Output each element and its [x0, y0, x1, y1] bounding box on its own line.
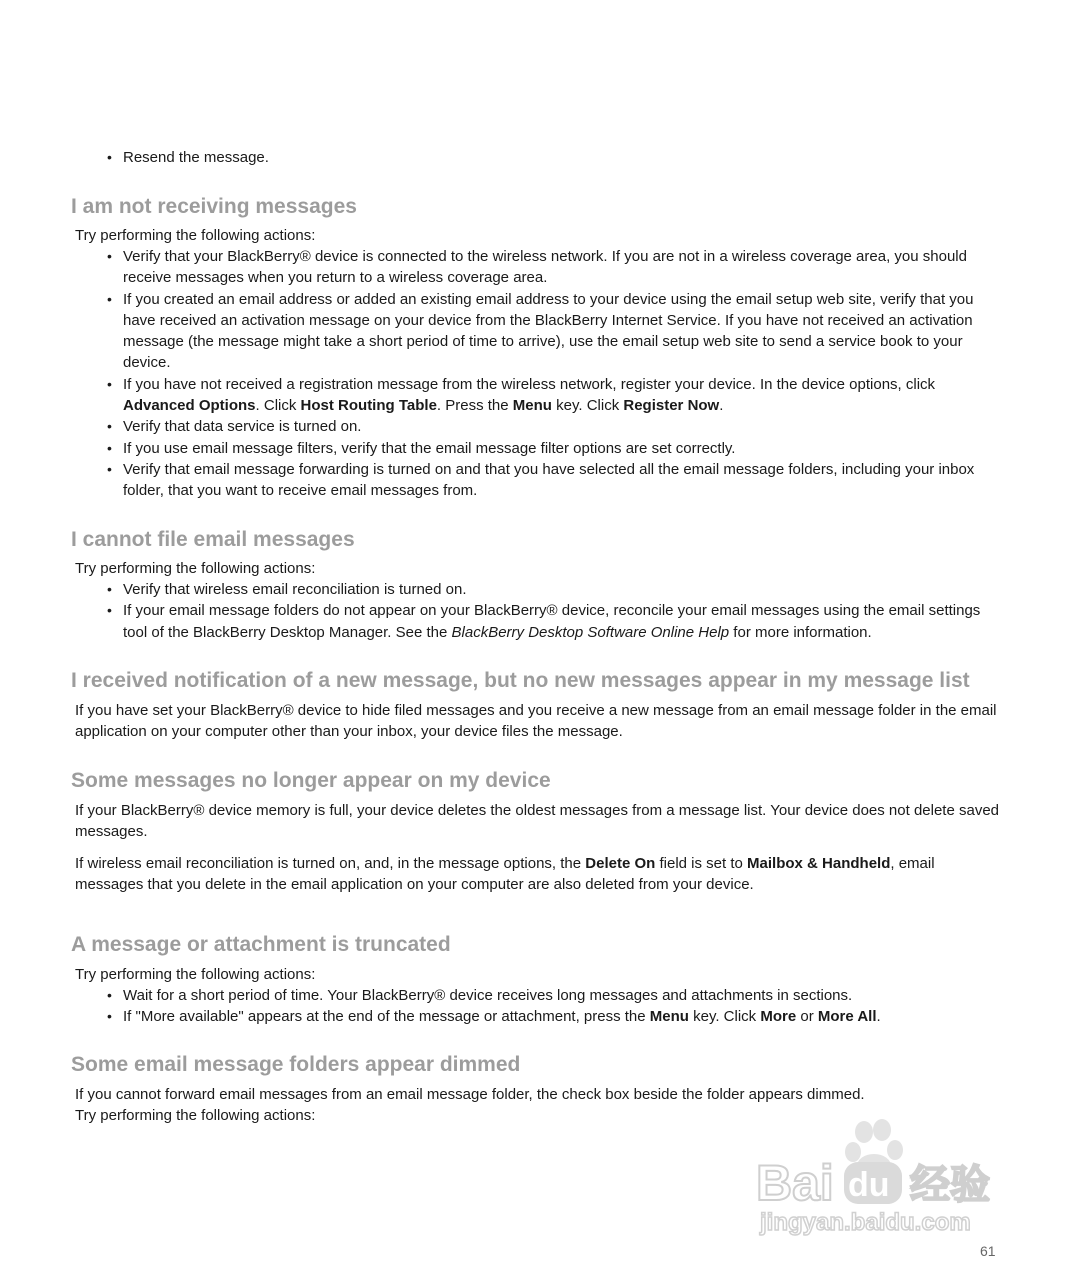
ui-term: Register Now [623, 397, 720, 415]
list-item: • Verify that your BlackBerry® device is connected to the wireless network. If you are not in a wireless coverage area, you should receive messages when you return to a wireless coverage area. [75, 246, 1000, 289]
intro-bullet-list [75, 147, 1000, 168]
section-heading-dimmed: Some email message folders appear dimmed [71, 1053, 521, 1076]
svg-text:jingyan.baidu.com: jingyan.baidu.com [760, 1209, 971, 1236]
list-item: • Verify that email message forwarding is turned on and that you have selected all the email message folders, including your inbox folder, that you want to receive email messages from. [75, 459, 1000, 502]
list-item: • Wait for a short period of time. Your BlackBerry® device receives long messages and attachments in sections. [75, 985, 1000, 1006]
doc-reference: BlackBerry Desktop Software Online Help [451, 623, 730, 641]
list-item: • If you have not received a registration message from the wireless network, register your device. In the device options, click Advanced Options. Click Host Routing Table. Press the Menu key. Click Register Now. [75, 374, 1000, 417]
section-heading-truncated: A message or attachment is truncated [71, 933, 451, 956]
ui-term: More All [817, 1008, 877, 1026]
section-bullet-list [75, 579, 1000, 643]
section-heading-cannot-file: I cannot file email messages [71, 528, 355, 551]
ui-term: Menu [512, 397, 552, 415]
list-item: • If "More available" appears at the end of the message or attachment, press the Menu key. Click More or More All. [75, 1006, 1000, 1027]
section-body: If your BlackBerry® device memory is full, your device deletes the oldest messages from a message list. Your device does not delete saved messages. [75, 802, 1000, 841]
baidu-paw-icon [752, 1118, 1012, 1248]
ui-term: Delete On [585, 855, 656, 872]
section-body: Try performing the following actions: [75, 1107, 316, 1124]
section-intro: Try performing the following actions: [75, 560, 316, 577]
svg-text:du: du [848, 1166, 890, 1204]
list-item: • Verify that wireless email reconciliation is turned on. [75, 579, 1000, 600]
list-item: • Resend the message. [75, 147, 1000, 168]
list-item: • If you created an email address or added an existing email address to your device using the email setup web site, verify that you have received an activation message on your device from the BlackBerry Internet Service. If you have not received an activation message (the message might take a short period of time to arrive), use the email setup web site to send a service book to your device. [75, 289, 1000, 374]
page-number: 61 [980, 1243, 996, 1259]
section-body: If wireless email reconciliation is turned on, and, in the message options, the Delete On field is set to Mailbox & Handheld, email messages that you delete in the email application on your computer are also deleted from your device. [75, 855, 935, 894]
section-heading-notification: I received notification of a new message, but no new messages appear in my message list [71, 669, 970, 692]
baidu-watermark [752, 1118, 1012, 1248]
section-intro: Try performing the following actions: [75, 227, 316, 244]
section-bullet-list [75, 246, 1000, 502]
section-body: If you have set your BlackBerry® device to hide filed messages and you receive a new message from an email message folder in the email application on your computer other than your inbox, your device files the message. [75, 702, 997, 741]
section-body: If you cannot forward email messages from an email message folder, the check box beside the folder appears dimmed. [75, 1086, 865, 1103]
section-heading-not-receiving: I am not receiving messages [71, 195, 357, 218]
section-intro: Try performing the following actions: [75, 966, 316, 983]
ui-term: Mailbox & Handheld [747, 855, 891, 872]
ui-term: Advanced Options [123, 397, 256, 415]
list-item: • Verify that data service is turned on. [75, 416, 1000, 437]
ui-term: Host Routing Table [300, 397, 437, 415]
ui-term: Menu [649, 1008, 689, 1026]
svg-text:Bai: Bai [756, 1155, 834, 1211]
list-item: • If your email message folders do not appear on your BlackBerry® device, reconcile your email messages using the email settings tool of the BlackBerry Desktop Manager. See the BlackBerry Desktop Software Online Help for more information. [75, 600, 1000, 643]
list-item: • If you use email message filters, verify that the email message filter options are set correctly. [75, 438, 1000, 459]
section-heading-no-longer-appear: Some messages no longer appear on my device [71, 769, 551, 792]
section-bullet-list [75, 985, 1000, 1028]
ui-term: More [760, 1008, 797, 1026]
svg-text:经验: 经验 [910, 1162, 990, 1208]
